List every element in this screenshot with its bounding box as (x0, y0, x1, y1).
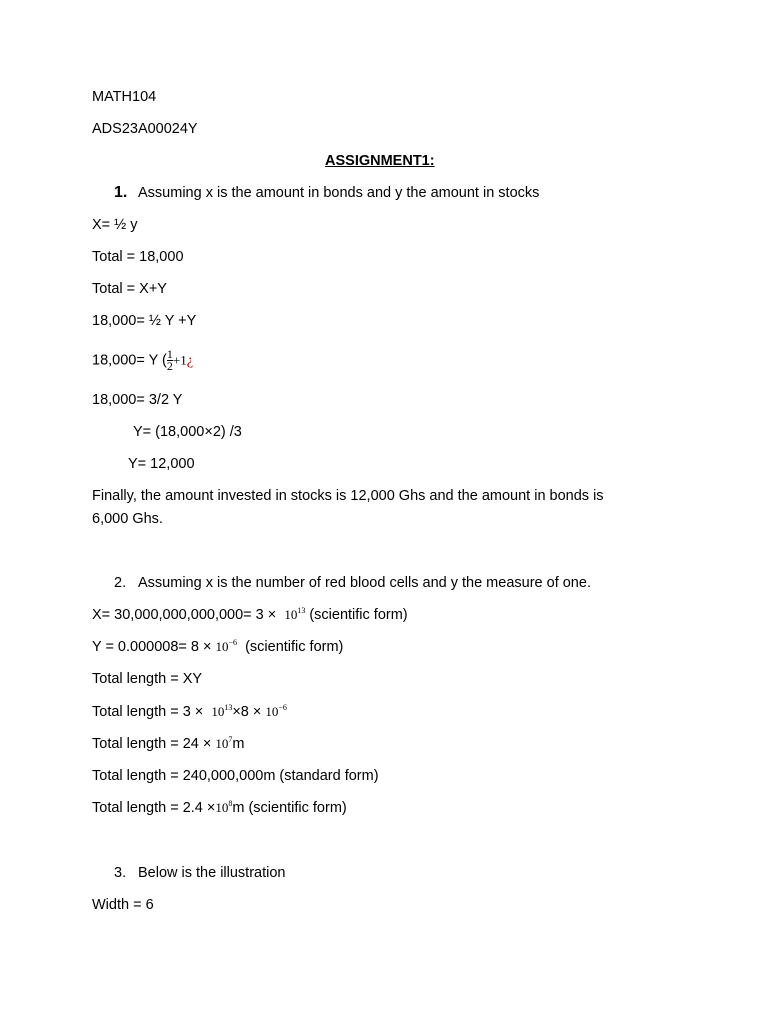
q3-line-1: Width = 6 (92, 897, 154, 913)
power-exponent: −6 (228, 638, 238, 647)
course-code: MATH104 (92, 89, 157, 105)
q2-line-5-unit: m (232, 736, 245, 752)
q2-line-5 (92, 734, 244, 754)
power-exponent: 13 (297, 606, 306, 615)
render-error-mark: ¿ (186, 352, 194, 369)
power-exponent: −6 (278, 703, 287, 712)
q2-line-4-text: Total length = 3 × (92, 704, 204, 720)
power-exponent: 13 (224, 703, 233, 712)
power-base: 10 (215, 639, 229, 654)
q2-line-4-power-1 (211, 704, 232, 719)
q2-line-6: Total length = 240,000,000m (standard form) (92, 768, 379, 784)
q2-line-4-power-2 (265, 704, 287, 719)
q1-conclusion-line-1: Finally, the amount invested in stocks is 12,000 Ghs and the amount in bonds is (92, 488, 604, 504)
q1-line-8: Y= 12,000 (128, 456, 195, 472)
fraction-denominator: 2 (166, 359, 173, 373)
power-base: 10 (215, 736, 229, 751)
q2-line-1-power (284, 607, 305, 622)
q1-line-7: Y= (18,000×2) /3 (133, 424, 242, 440)
q2-line-7-power (215, 800, 232, 815)
q2-line-1-note: (scientific form) (309, 607, 408, 623)
q1-line-2: Total = 18,000 (92, 249, 184, 265)
q2-number: 2. (114, 575, 127, 591)
q1-line-3: Total = X+Y (92, 281, 167, 297)
fraction-numerator: 1 (166, 347, 173, 361)
power-base: 10 (215, 800, 229, 815)
power-exponent: 8 (228, 799, 233, 808)
q1-line-6: 18,000= 3/2 Y (92, 392, 183, 408)
q1-conclusion-line-2: 6,000 Ghs. (92, 511, 163, 527)
student-id: ADS23A00024Y (92, 121, 198, 137)
q3-number: 3. (114, 865, 127, 881)
q1-line-5-prefix: 18,000= Y ( (92, 352, 167, 369)
q2-line-2-power (216, 639, 238, 654)
q3-heading: Below is the illustration (138, 865, 286, 881)
q1-number: 1. (114, 184, 128, 201)
q2-line-5-text: Total length = 24 × (92, 736, 212, 752)
q2-line-1 (92, 605, 408, 625)
q2-line-2-note: (scientific form) (245, 639, 344, 655)
q2-line-2 (92, 637, 343, 657)
power-base: 10 (211, 704, 225, 719)
q1-line-1: X= ½ y (92, 217, 138, 233)
q2-line-1-text: X= 30,000,000,000,000= 3 × (92, 607, 277, 623)
power-base: 10 (284, 607, 298, 622)
q2-line-5-power (215, 736, 232, 751)
q1-heading: Assuming x is the amount in bonds and y the amount in stocks (138, 185, 540, 201)
q2-line-7-note: m (scientific form) (232, 800, 347, 816)
q2-line-7-text: Total length = 2.4 × (92, 800, 216, 816)
q1-line-5-suffix: +1 (172, 352, 187, 368)
q2-line-7 (92, 798, 347, 818)
power-base: 10 (265, 704, 279, 719)
q1-line-5 (92, 349, 193, 372)
q2-line-2-text: Y = 0.000008= 8 × (92, 639, 212, 655)
q2-line-3: Total length = XY (92, 671, 203, 687)
q2-line-4-mid: ×8 × (232, 704, 262, 720)
q2-line-4 (92, 702, 287, 722)
q1-line-4: 18,000= ½ Y +Y (92, 313, 197, 329)
assignment-title: ASSIGNMENT1: (325, 153, 435, 169)
power-exponent: 7 (228, 735, 233, 744)
q2-heading: Assuming x is the number of red blood cells and y the measure of one. (138, 575, 591, 591)
